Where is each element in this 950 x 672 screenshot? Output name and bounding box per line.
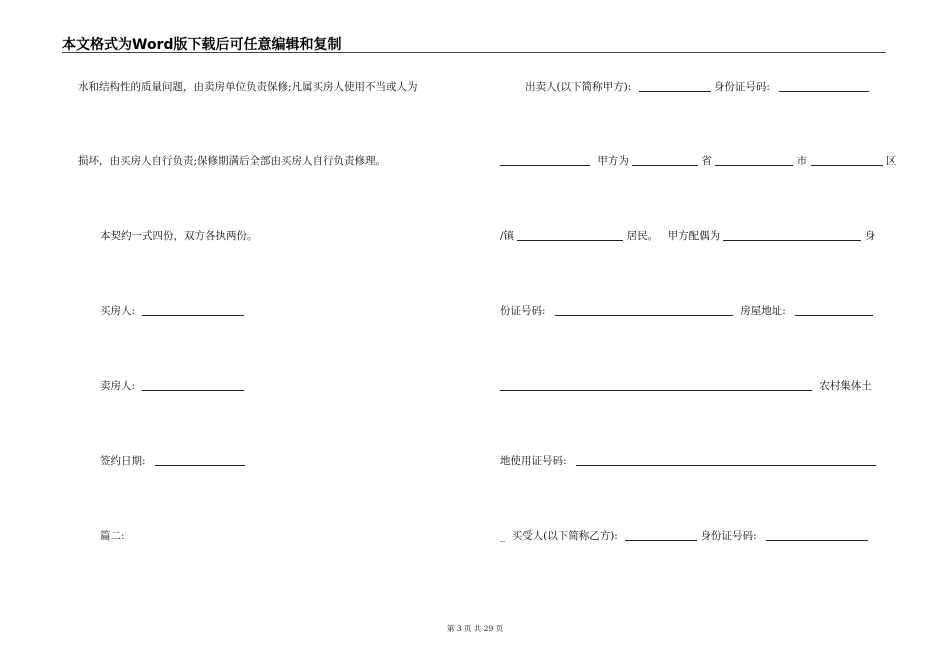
town-spouse-row [500, 229, 875, 243]
house-address-blank[interactable] [795, 304, 873, 316]
left-paragraph-line-2: 损坏，由买房人自行负责;保修期满后全部由买房人自行负责修理。 [78, 155, 387, 167]
id-address-row [500, 304, 873, 318]
seller-party-row [525, 80, 869, 94]
sign-date-label: 签约日期: [100, 455, 146, 467]
resident-label: 居民。 [626, 230, 659, 242]
rural-land-row [500, 379, 872, 393]
district-blank[interactable] [811, 154, 883, 166]
part-two-heading: 篇二: [100, 530, 125, 542]
house-address-label: 房屋地址: [740, 305, 786, 317]
province-blank[interactable] [632, 154, 698, 166]
seller-prefix-blank[interactable] [500, 154, 590, 166]
address-continued-blank[interactable] [500, 379, 812, 391]
buyer-party-row [500, 529, 868, 543]
town-label: /镇 [500, 230, 515, 242]
district-label: 区 [885, 155, 897, 167]
party-a-is-label: 甲方为 [597, 155, 629, 167]
left-paragraph-line-1: 水和结构性的质量问题，由卖房单位负责保修;凡属买房人使用不当或人为 [78, 81, 418, 93]
seller-label: 卖房人: [100, 380, 136, 392]
sign-date-blank[interactable] [155, 454, 245, 466]
land-cert-label: 地使用证号码: [500, 455, 567, 467]
spouse-id-label: 份证号码: [500, 305, 546, 317]
buyer-party-label: 买受人(以下简称乙方): [511, 530, 618, 542]
province-label: 省 [701, 155, 713, 167]
rural-land-label: 农村集体土 [819, 380, 872, 392]
buyer-signature-row [100, 304, 244, 318]
town-blank[interactable] [517, 229, 623, 241]
seller-id-blank[interactable] [779, 80, 869, 92]
spouse-name-blank[interactable] [723, 229, 861, 241]
spouse-id-blank[interactable] [555, 304, 733, 316]
buyer-label: 买房人: [100, 305, 136, 317]
seller-party-label: 出卖人(以下简称甲方): [525, 81, 632, 93]
seller-name-blank[interactable] [639, 80, 711, 92]
seller-id-label: 身份证号码: [713, 81, 770, 93]
sign-date-row [100, 454, 245, 468]
land-cert-row [500, 454, 876, 468]
seller-residence-row [500, 154, 896, 168]
buyer-name-blank[interactable] [625, 529, 697, 541]
seller-signature-blank[interactable] [142, 379, 244, 391]
page-number: 第 3 页 共 29 页 [446, 624, 504, 633]
buyer-signature-blank[interactable] [142, 304, 244, 316]
header-divider [62, 52, 886, 53]
header-title: 本文格式为Word版下载后可任意编辑和复制 [62, 37, 342, 53]
buyer-id-label: 身份证号码: [700, 530, 757, 542]
buyer-prefix-underscore: _ [500, 530, 506, 542]
city-blank[interactable] [715, 154, 793, 166]
shen-label: 身 [864, 230, 876, 242]
buyer-id-blank[interactable] [766, 529, 868, 541]
land-cert-blank[interactable] [576, 454, 876, 466]
seller-signature-row [100, 379, 244, 393]
city-label: 市 [796, 155, 808, 167]
spouse-label: 甲方配偶为 [667, 230, 721, 242]
left-paragraph-line-3: 本契约一式四份，双方各执两份。 [100, 230, 258, 242]
